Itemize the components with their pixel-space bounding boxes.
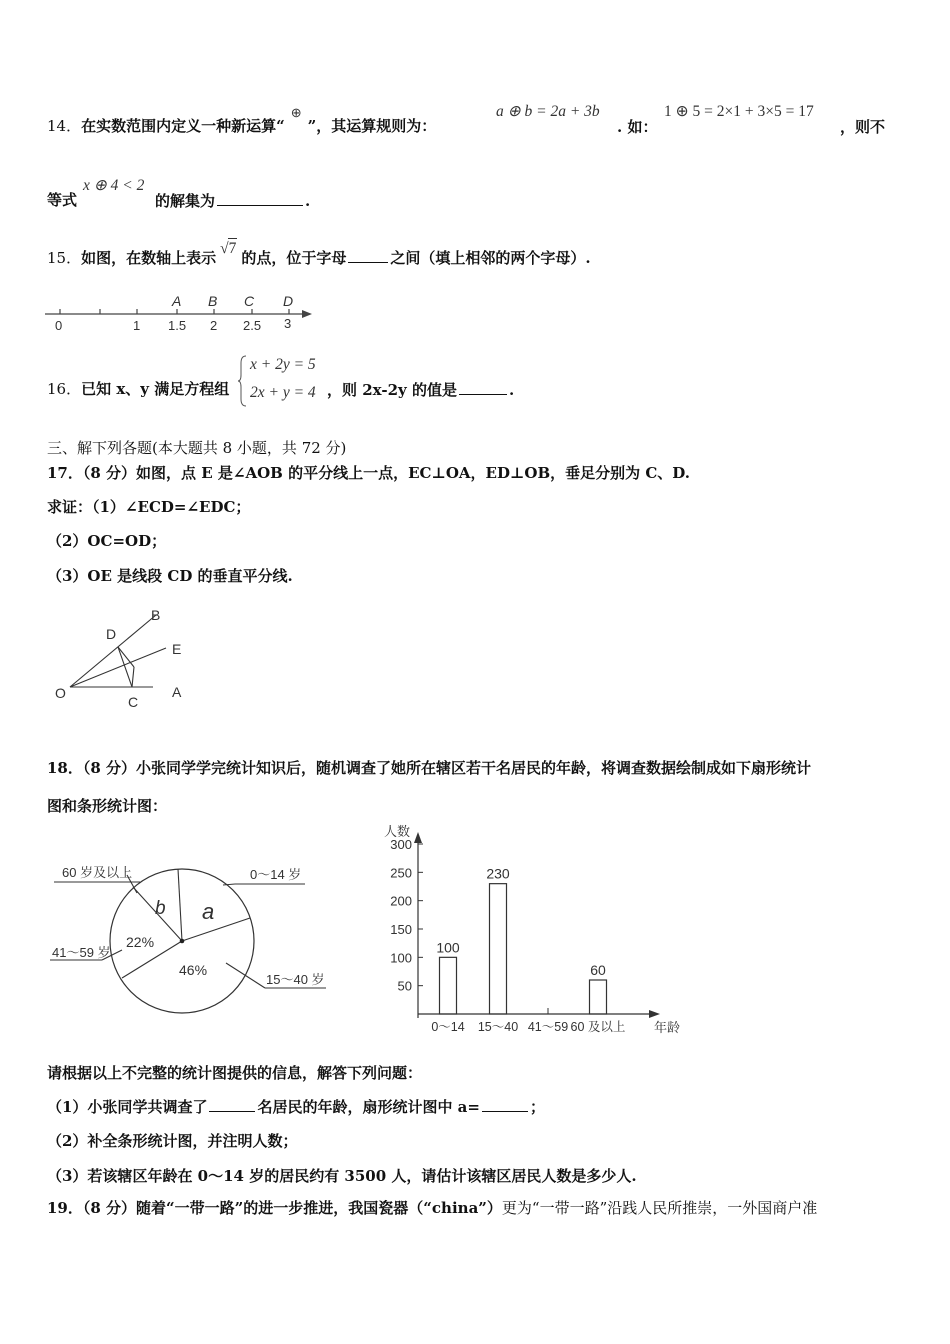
q16-tail: ，则 2x-2y 的值是 . bbox=[327, 381, 515, 399]
sqrt-seven: √7 bbox=[220, 240, 237, 257]
tick-2-5: 2.5 bbox=[243, 318, 262, 333]
y-tick-label-50: 50 bbox=[397, 978, 412, 994]
pie-label-15-40: 15～40 岁 bbox=[266, 972, 325, 987]
y-tick-label-150: 150 bbox=[390, 922, 412, 937]
q17-line4: （3）OE 是线段 CD 的垂直平分线. bbox=[47, 567, 293, 585]
x-category-label-2: 41～59 bbox=[527, 1020, 569, 1034]
label-e: E bbox=[172, 641, 182, 657]
q16-answer-blank[interactable] bbox=[459, 380, 507, 395]
q18-total-blank[interactable] bbox=[209, 1097, 255, 1112]
point-label-b: B bbox=[208, 293, 218, 309]
q18-part2: （2）补全条形统计图，并注明人数； bbox=[47, 1132, 298, 1150]
q15-number: 15． bbox=[47, 249, 82, 267]
bar-1 bbox=[490, 884, 507, 1014]
q15-answer-blank[interactable] bbox=[348, 248, 388, 263]
tick-0: 0 bbox=[55, 318, 63, 333]
q14-rule: a ⊕ b = 2a + 3b bbox=[496, 103, 600, 120]
tick-1-5: 1.5 bbox=[168, 318, 187, 333]
pie-sector-b: b bbox=[155, 898, 166, 919]
q18-part3: （3）若该辖区年龄在 0～14 岁的居民约有 3500 人，请估计该辖区居民人数是多少人. bbox=[47, 1167, 637, 1185]
q14-line1: 14．在实数范围内定义一种新运算“⊕”，其运算规则为： bbox=[47, 105, 437, 135]
q14-op-symbol: ⊕ bbox=[290, 105, 302, 120]
pie-label-60-plus: 60 岁及以上 bbox=[62, 865, 133, 880]
q17-line2: 求证：（1）∠ECD=∠EDC； bbox=[47, 498, 251, 516]
q16-number: 16． bbox=[47, 380, 82, 398]
angle-bisector-figure bbox=[48, 600, 198, 715]
label-d: D bbox=[106, 626, 117, 642]
q14-line2: 等式 bbox=[47, 191, 78, 209]
section-3-title: 三、解下列各题(本大题共 8 小题，共 72 分) bbox=[47, 439, 347, 457]
q19-line1: 19．（8 分）随着“一带一路”的进一步推进，我国瓷器（“china”）更为“一带一路”沿践人民所推崇，一外国商户准 bbox=[47, 1199, 818, 1217]
q14-ru-tail: . 如： bbox=[617, 118, 658, 136]
bar-value-label-0: 100 bbox=[436, 939, 460, 956]
point-label-a: A bbox=[172, 293, 182, 309]
q14-tail: ，则不 bbox=[840, 118, 886, 136]
system-brace bbox=[238, 355, 248, 407]
q14-answer-blank[interactable] bbox=[217, 191, 303, 206]
tick-2: 2 bbox=[210, 318, 218, 333]
q14-inequality: x ⊕ 4 < 2 bbox=[83, 177, 145, 194]
y-tick-label-300: 300 bbox=[390, 837, 412, 852]
point-label-d: D bbox=[283, 293, 294, 309]
pie-label-41-59: 41～59 岁 bbox=[52, 945, 111, 960]
x-axis-arrow bbox=[649, 1010, 660, 1018]
q15-line: 15．如图，在数轴上表示√7的点，位于字母 之间（填上相邻的两个字母）. bbox=[47, 240, 591, 267]
q14-number: 14． bbox=[47, 117, 82, 135]
label-c: C bbox=[128, 694, 139, 710]
y-tick-label-200: 200 bbox=[390, 893, 412, 909]
label-a: A bbox=[172, 684, 182, 700]
pie-chart bbox=[40, 850, 350, 1030]
bar-3 bbox=[590, 980, 607, 1014]
bar-chart bbox=[370, 822, 690, 1040]
tick-1: 1 bbox=[133, 318, 141, 333]
q16-equation-2: 2x + y = 4 bbox=[250, 384, 316, 401]
q16-line: 16．已知 x、y 满足方程组 bbox=[47, 380, 230, 398]
label-b: B bbox=[151, 607, 161, 623]
q16-equation-1: x + 2y = 5 bbox=[250, 356, 316, 373]
pie-sector-a: a bbox=[202, 899, 215, 924]
y-axis-title: 人数 bbox=[384, 824, 411, 839]
x-category-label-0: 0～14 bbox=[431, 1020, 465, 1034]
y-tick-label-250: 250 bbox=[390, 865, 412, 881]
x-category-label-3: 60 及以上 bbox=[570, 1020, 626, 1034]
label-o: O bbox=[55, 685, 66, 701]
point-label-c: C bbox=[244, 293, 255, 309]
tick-3: 3 bbox=[284, 316, 292, 331]
pie-sector-46: 46% bbox=[179, 962, 208, 978]
q17-line3: （2）OC=OD； bbox=[47, 532, 167, 550]
number-line bbox=[40, 288, 330, 336]
q18-a-blank[interactable] bbox=[482, 1097, 528, 1112]
q18-part1: （1）小张同学共调查了 名居民的年龄，扇形统计图中 a= ； bbox=[47, 1098, 545, 1116]
pie-sector-22: 22% bbox=[126, 934, 155, 950]
bar-value-label-3: 60 bbox=[590, 962, 606, 978]
y-axis-arrow bbox=[414, 832, 422, 843]
x-category-label-1: 15～40 bbox=[477, 1020, 519, 1034]
bar-value-label-1: 230 bbox=[486, 865, 510, 882]
q18-line1: 18．（8 分）小张同学学完统计知识后，随机调查了她所在辖区若干名居民的年龄，将调查数据绘制成如下扇形统计 bbox=[47, 759, 812, 777]
x-axis-title: 年龄 bbox=[654, 1020, 681, 1035]
q18-line2: 图和条形统计图： bbox=[47, 797, 168, 815]
q18-ask: 请根据以上不完整的统计图提供的信息，解答下列问题： bbox=[47, 1064, 423, 1082]
q14-line2-rest: 的解集为 . bbox=[155, 192, 311, 210]
pie-label-0-14: 0～14 岁 bbox=[250, 867, 302, 882]
bar-0 bbox=[440, 957, 457, 1014]
q17-line1: 17．（8 分）如图，点 E 是∠AOB 的平分线上一点，EC⊥OA，ED⊥OB，垂足分别为 C、D. bbox=[47, 464, 691, 482]
q14-example: 1 ⊕ 5 = 2×1 + 3×5 = 17 bbox=[664, 103, 814, 120]
y-tick-label-100: 100 bbox=[390, 950, 412, 966]
